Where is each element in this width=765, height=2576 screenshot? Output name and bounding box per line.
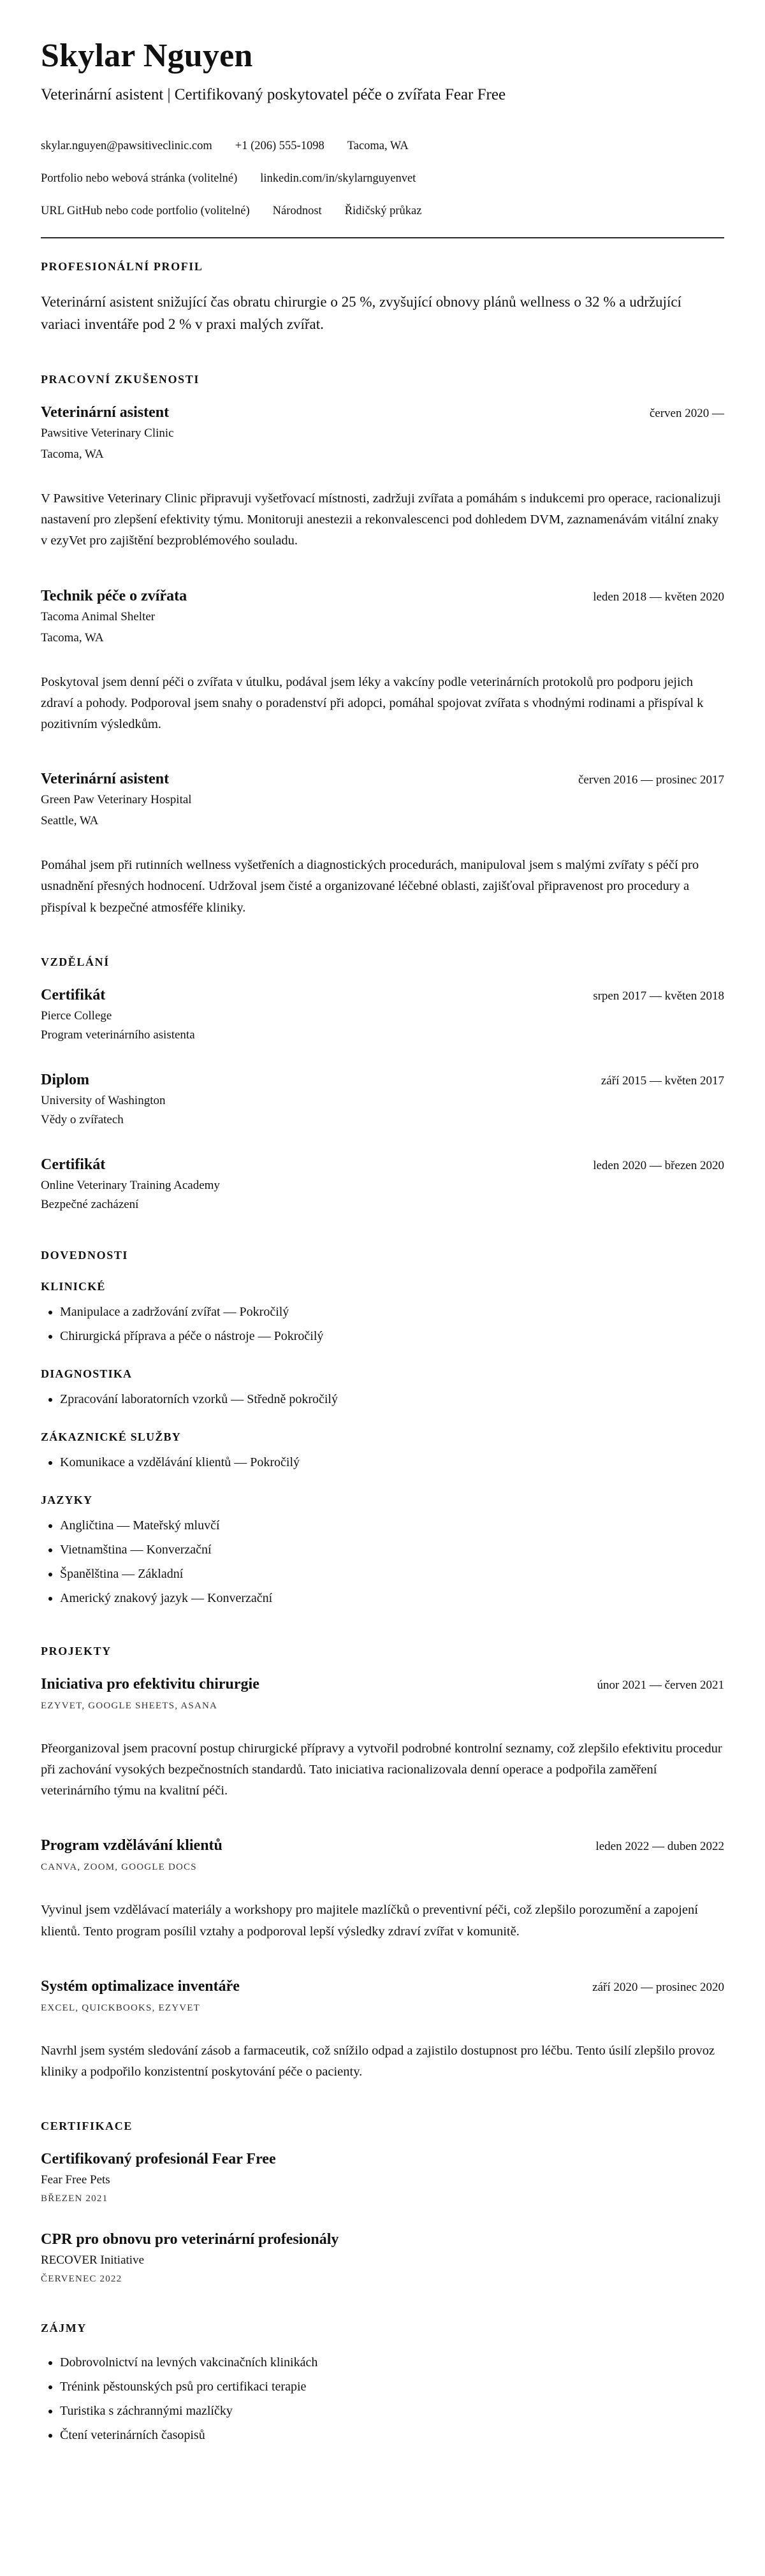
- education-dates: září 2015 — květen 2017: [601, 1073, 724, 1088]
- certification-date: ČERVENEC 2022: [41, 2274, 122, 2285]
- job-description: Pomáhal jsem při rutinních wellness vyšetřeních a diagnostických procedurách, manipuloval jsem s malými zvířaty s péčí pro usnadnění přesných hodnocení. Udržoval jsem čisté a organizované léčebné oblasti, zajišťoval připravenost pro procedury a přispíval k bezpečné atmosféře kliniky.: [41, 858, 699, 915]
- skill-group-name: DIAGNOSTIKA: [41, 1367, 133, 1380]
- skill-item: • Chirurgická příprava a péče o nástroje — Pokročilý: [60, 1327, 724, 1346]
- skill-item: • Zpracování laboratorních vzorků — Středně pokročilý: [60, 1390, 724, 1409]
- entry-head: [41, 771, 724, 788]
- section-heading-certifications: CERTIFIKACE: [41, 2120, 133, 2133]
- resume-header: [41, 37, 724, 238]
- job-dates: leden 2018 — květen 2020: [593, 590, 724, 604]
- entry-head: [41, 1676, 724, 1693]
- github-text: URL GitHub nebo code portfolio (volitelné): [41, 205, 250, 217]
- skill-group-clinical: [41, 1280, 724, 1346]
- education-dates: leden 2020 — březen 2020: [593, 1158, 724, 1172]
- job-title: Technik péče o zvířata: [41, 587, 187, 604]
- job-company: Tacoma Animal Shelter: [41, 609, 156, 623]
- certification-issuer: RECOVER Initiative: [41, 2253, 145, 2267]
- education-program: Program veterinárního asistenta: [41, 1028, 195, 1042]
- entry-head: [41, 404, 724, 421]
- education-program: Bezpečné zacházení: [41, 1197, 139, 1211]
- section-projects: [41, 1645, 724, 2083]
- skill-list: [41, 1453, 724, 1472]
- education-degree: Certifikát: [41, 1156, 106, 1173]
- section-skills: [41, 1249, 724, 1608]
- section-interests: [41, 2322, 724, 2445]
- skill-group-diagnostics: [41, 1367, 724, 1409]
- skill-group-name: ZÁKAZNICKÉ SLUŽBY: [41, 1430, 181, 1443]
- section-heading-education: VZDĚLÁNÍ: [41, 955, 110, 968]
- section-experience: [41, 373, 724, 919]
- header-divider: [41, 237, 724, 238]
- section-heading-experience: PRACOVNÍ ZKUŠENOSTI: [41, 372, 200, 386]
- job-location: Seattle, WA: [41, 814, 99, 828]
- certification-title: Certifikovaný profesionál Fear Free: [41, 2151, 276, 2168]
- skill-group-customer-service: [41, 1430, 724, 1472]
- skill-item: • Angličtina — Mateřský mluvčí: [60, 1516, 724, 1535]
- project-entry: [41, 1978, 724, 2083]
- certification-date: BŘEZEN 2021: [41, 2194, 108, 2204]
- job-title: Veterinární asistent: [41, 404, 170, 421]
- skill-list: [41, 1390, 724, 1409]
- interests-list: [41, 2353, 724, 2445]
- certification-issuer: Fear Free Pets: [41, 2173, 110, 2187]
- project-entry: [41, 1837, 724, 1942]
- entry-head: [41, 1072, 724, 1089]
- entry-head: [41, 588, 724, 605]
- skill-list: [41, 1516, 724, 1608]
- skill-item: • Vietnamština — Konverzační: [60, 1540, 724, 1559]
- skill-item: • Komunikace a vzdělávání klientů — Pokročilý: [60, 1453, 724, 1472]
- project-description: Vyvinul jsem vzdělávací materiály a workshopy pro majitele mazlíčků o preventivní péči, což zlepšilo porozumění a zapojení klientů. Tento program posílil vztahy a podporoval lepší výsledky zdraví zvířat v komunitě.: [41, 1903, 698, 1939]
- project-description: Přeorganizoval jsem pracovní postup chirurgické přípravy a vytvořil podrobné kontrolní seznamy, což zlepšilo efektivitu procedur při zachování vysokých bezpečnostních standardů. Tato iniciativa racionalizovala denní operace a podpořila zaměření veterinárního týmu na kvalitní péči.: [41, 1741, 722, 1798]
- section-certifications: [41, 2120, 724, 2285]
- section-education: [41, 956, 724, 1212]
- education-dates: srpen 2017 — květen 2018: [593, 989, 724, 1003]
- driving-license-text: Řidičský průkaz: [344, 205, 422, 217]
- project-tools: CANVA, ZOOM, GOOGLE DOCS: [41, 1862, 197, 1873]
- email-text: skylar.nguyen@pawsitiveclinic.com: [41, 140, 212, 152]
- contact-row-1: [41, 140, 724, 153]
- skill-group-languages: [41, 1494, 724, 1608]
- education-entry: [41, 1156, 724, 1212]
- skill-group-name: JAZYKY: [41, 1493, 93, 1506]
- section-heading-projects: PROJEKTY: [41, 1644, 112, 1657]
- contact-row-3: [41, 205, 724, 218]
- project-tools: EXCEL, QUICKBOOKS, EZYVET: [41, 2002, 200, 2013]
- interest-item: • Trénink pěstounských psů pro certifikaci terapie: [60, 2377, 724, 2396]
- job-dates: červen 2020 —: [649, 406, 724, 420]
- project-entry: [41, 1676, 724, 1802]
- education-school: Pierce College: [41, 1008, 112, 1022]
- education-degree: Diplom: [41, 1071, 90, 1088]
- job-description: Poskytoval jsem denní péči o zvířata v útulku, podával jsem léky a vakcíny podle veterinárních protokolů pro podporu jejich zdraví a pohody. Podporoval jsem snahy o poradenství při adopci, pomáhal spojovat zvířata s vhodnými rodinami a přispíval k pozitivním výsledkům.: [41, 674, 704, 731]
- education-entry: [41, 1072, 724, 1127]
- skill-group-name: KLINICKÉ: [41, 1279, 106, 1293]
- job-title: Veterinární asistent: [41, 771, 170, 788]
- job-location: Tacoma, WA: [41, 630, 104, 644]
- job-dates: červen 2016 — prosinec 2017: [578, 773, 724, 787]
- project-tools: EZYVET, GOOGLE SHEETS, ASANA: [41, 1700, 218, 1711]
- entry-head: [41, 1978, 724, 1995]
- skill-item: • Manipulace a zadržování zvířat — Pokročilý: [60, 1302, 724, 1321]
- location-text: Tacoma, WA: [347, 140, 409, 152]
- project-title: Iniciativa pro efektivitu chirurgie: [41, 1675, 259, 1692]
- project-description: Navrhl jsem systém sledování zásob a farmaceutik, což snížilo odpad a zajistilo dostupnost pro léčbu. Tento úsilí zlepšilo provoz kliniky a podpořilo konzistentní poskytování péče o pacienty.: [41, 2043, 715, 2079]
- job-location: Tacoma, WA: [41, 447, 104, 461]
- interest-item: • Dobrovolnictví na levných vakcinačních klinikách: [60, 2353, 724, 2372]
- experience-entry: [41, 588, 724, 736]
- certification-entry: [41, 2151, 724, 2204]
- skill-item: • Americký znakový jazyk — Konverzační: [60, 1589, 724, 1608]
- project-dates: leden 2022 — duben 2022: [595, 1840, 724, 1854]
- education-entry: [41, 987, 724, 1042]
- project-title: Systém optimalizace inventáře: [41, 1977, 240, 1995]
- job-description: V Pawsitive Veterinary Clinic připravuji vyšetřovací místnosti, zadržuji zvířata a pomáhám s indukcemi pro operace, racionalizuji nastavení pro zlepšení efektivity týmu. Monitoruji anestezii a rekonvalescenci pod dohledem DVM, zaznamenávám vitální znaky v ezyVet pro zajištění bezproblémového souladu.: [41, 491, 721, 548]
- section-heading-profile: PROFESIONÁLNÍ PROFIL: [41, 260, 203, 273]
- section-heading-skills: DOVEDNOSTI: [41, 1248, 129, 1262]
- entry-head: [41, 987, 724, 1004]
- certification-entry: [41, 2231, 724, 2285]
- education-school: University of Washington: [41, 1093, 166, 1107]
- phone-text: +1 (206) 555-1098: [235, 140, 324, 152]
- experience-entry: [41, 404, 724, 552]
- education-degree: Certifikát: [41, 986, 106, 1003]
- experience-entry: [41, 771, 724, 919]
- linkedin-text: linkedin.com/in/skylarnguyenvet: [260, 172, 416, 185]
- interest-item: • Čtení veterinárních časopisů: [60, 2426, 724, 2445]
- education-school: Online Veterinary Training Academy: [41, 1178, 220, 1192]
- entry-head: [41, 1837, 724, 1854]
- certification-title: CPR pro obnovu pro veterinární profesionály: [41, 2231, 339, 2248]
- project-title: Program vzdělávání klientů: [41, 1837, 222, 1854]
- job-company: Green Paw Veterinary Hospital: [41, 793, 192, 807]
- project-dates: září 2020 — prosinec 2020: [592, 1980, 724, 1994]
- section-heading-interests: ZÁJMY: [41, 2322, 87, 2335]
- portfolio-text: Portfolio nebo webová stránka (volitelné): [41, 172, 238, 185]
- contact-row-2: [41, 172, 724, 186]
- entry-head: [41, 1156, 724, 1174]
- skill-item: • Španělština — Základní: [60, 1564, 724, 1583]
- section-profile: [41, 260, 724, 336]
- nationality-text: Národnost: [272, 205, 322, 217]
- interest-item: • Turistika s záchrannými mazlíčky: [60, 2401, 724, 2420]
- education-program: Vědy o zvířatech: [41, 1112, 124, 1126]
- headline: Veterinární asistent | Certifikovaný poskytovatel péče o zvířata Fear Free: [41, 86, 506, 103]
- job-company: Pawsitive Veterinary Clinic: [41, 426, 174, 440]
- profile-text: Veterinární asistent snižující čas obratu chirurgie o 25 %, zvyšující obnovy plánů wellness o 32 % a udržující variaci inventáře pod 2 % v praxi malých zvířat.: [41, 294, 681, 332]
- person-name: Skylar Nguyen: [41, 38, 253, 74]
- skill-list: [41, 1302, 724, 1346]
- project-dates: únor 2021 — červen 2021: [597, 1678, 724, 1692]
